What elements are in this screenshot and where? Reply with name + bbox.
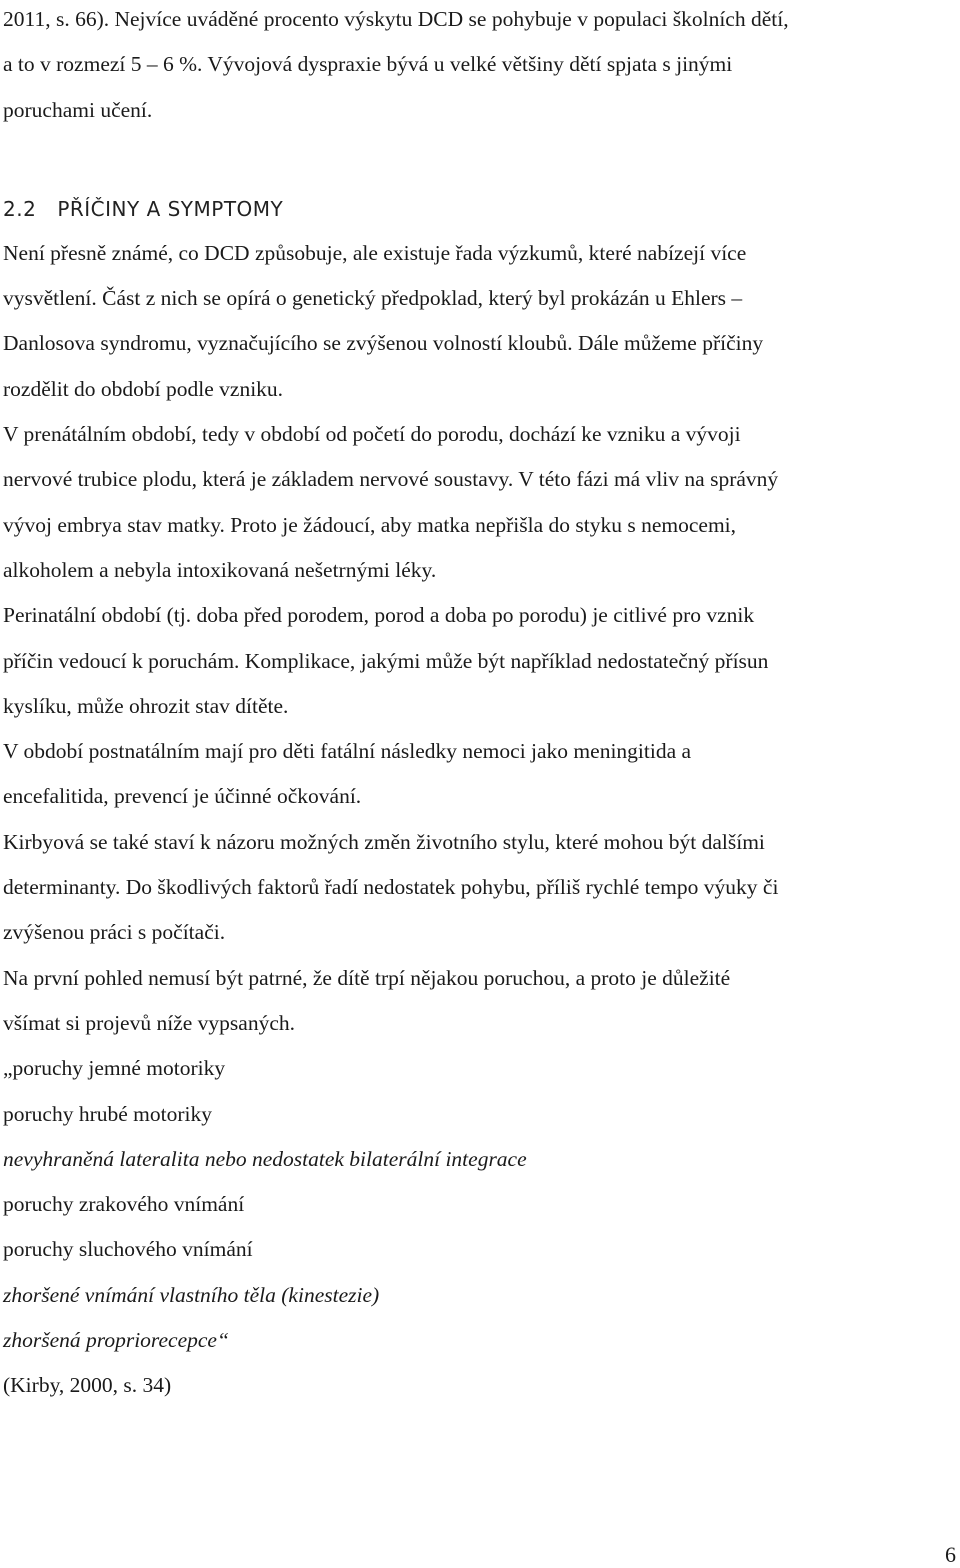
text-line: 2011, s. 66). Nejvíce uváděné procento výskytu DCD se pohybuje v populaci školních dětí, (3, 7, 789, 31)
body-text (3, 231, 953, 1046)
list-item: zhoršená propriorecepce“ (3, 1328, 229, 1353)
text-line: determinanty. Do škodlivých faktorů řadí nedostatek pohybu, příliš rychlé tempo výuky či (3, 875, 779, 900)
list-item: nevyhraněná lateralita nebo nedostatek bilaterální integrace (3, 1146, 527, 1171)
text-line: poruchami učení. (3, 97, 153, 122)
text-line: Na první pohled nemusí být patrné, že dítě trpí nějakou poruchou, a proto je důležité (3, 965, 731, 990)
symptom-list (3, 1046, 953, 1408)
text-line: alkoholem a nebyla intoxikovaná nešetrnými léky. (3, 557, 437, 582)
text-line: V období postnatálním mají pro děti fatální následky nemoci jako meningitida a (3, 739, 692, 764)
list-item: poruchy zrakového vnímání (3, 1192, 245, 1217)
document-page (3, 0, 953, 1409)
citation: (Kirby, 2000, s. 34) (3, 1373, 172, 1398)
text-line: vývoj embrya stav matky. Proto je žádoucí, aby matka nepřišla do styku s nemocemi, (3, 512, 737, 537)
text-line: všímat si projevů níže vypsaných. (3, 1010, 295, 1035)
text-line: Kirbyová se také staví k názoru možných změn životního stylu, které mohou být dalšími (3, 829, 765, 854)
text-line: nervové trubice plodu, která je základem nervové soustavy. V této fázi má vliv na správný (3, 467, 779, 492)
list-item: „poruchy jemné motoriky (3, 1056, 226, 1081)
text-line: encefalitida, prevencí je účinné očkování. (3, 784, 362, 809)
list-item: poruchy hrubé motoriky (3, 1101, 212, 1126)
text-line: vysvětlení. Část z nich se opírá o genetický předpoklad, který byl prokázán u Ehlers – (3, 286, 743, 311)
section-title: PŘÍČINY A SYMPTOMY (57, 196, 284, 221)
section-heading (3, 191, 953, 227)
intro-paragraph (3, 0, 953, 133)
list-item: zhoršené vnímání vlastního těla (kinestezie) (3, 1282, 380, 1307)
text-line: kyslíku, může ohrozit stav dítěte. (3, 693, 289, 718)
section-number: 2.2 (3, 196, 37, 221)
text-line: a to v rozmezí 5 – 6 %. Vývojová dyspraxie bývá u velké většiny dětí spjata s jinými (3, 52, 733, 77)
text-line: Není přesně známé, co DCD způsobuje, ale existuje řada výzkumů, které nabízejí více (3, 240, 747, 265)
text-line: příčin vedoucí k poruchám. Komplikace, jakými může být například nedostatečný přísun (3, 648, 769, 673)
page-number: 6 (945, 1542, 956, 1567)
text-line: Perinatální období (tj. doba před porodem, porod a doba po porodu) je citlivé pro vznik (3, 603, 755, 628)
text-line: Danlosova syndromu, vyznačujícího se zvýšenou volností kloubů. Dále můžeme příčiny (3, 331, 764, 356)
text-line: zvýšenou práci s počítači. (3, 920, 226, 945)
text-line: V prenátálním období, tedy v období od početí do porodu, dochází ke vzniku a vývoji (3, 422, 741, 447)
list-item: poruchy sluchového vnímání (3, 1237, 253, 1262)
text-line: rozdělit do období podle vzniku. (3, 376, 284, 401)
